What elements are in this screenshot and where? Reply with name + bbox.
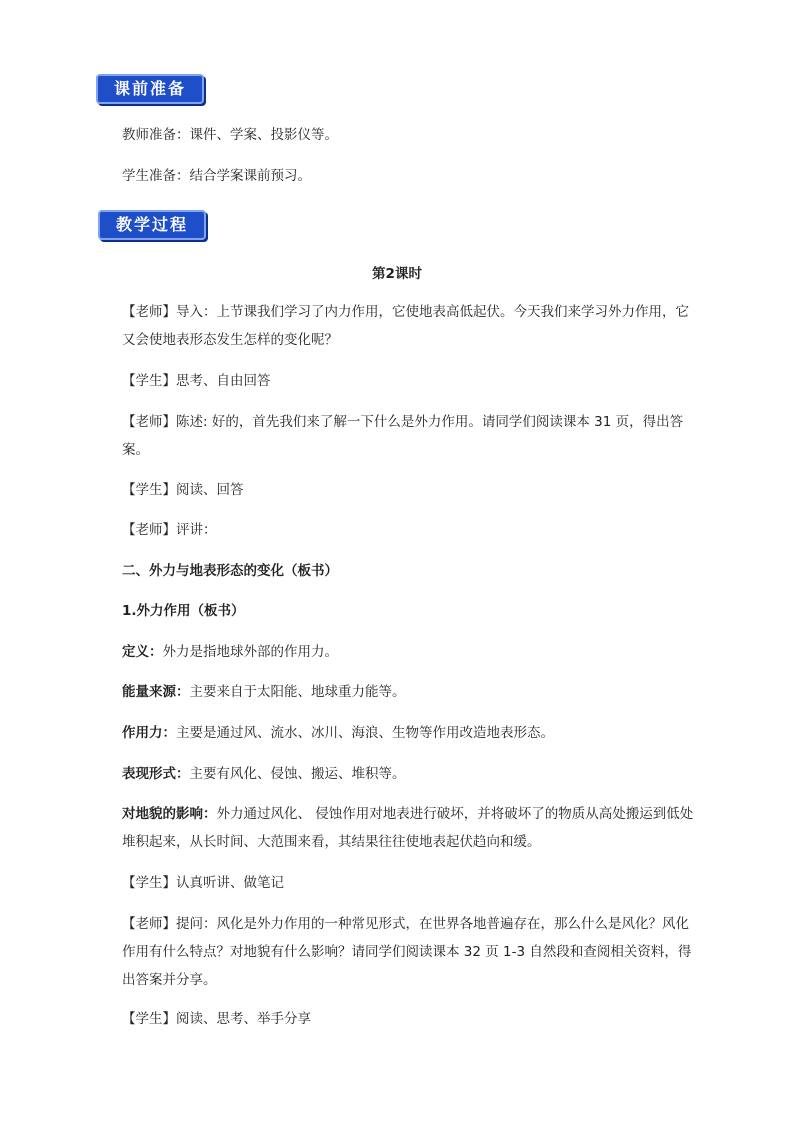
paragraph-teacher-question: [122, 910, 702, 994]
section-title-process: 教学过程: [115, 215, 188, 234]
energy-source-text: 主要来自于太阳能、地球重力能等。: [189, 684, 406, 700]
paragraph-text: 认真听讲、做笔记: [176, 875, 284, 891]
definition: [122, 638, 702, 666]
manifestations: [122, 760, 702, 788]
speaker-tag: 【老师】: [122, 414, 176, 430]
paragraph-teacher-statement: [122, 408, 702, 464]
speaker-tag: 【老师】: [122, 522, 176, 538]
acting-forces-text: 主要是通过风、流水、冰川、海浪、生物等作用改造地表形态。: [176, 725, 554, 741]
definition-label: 定义：: [122, 644, 163, 660]
paragraph-student-4: [122, 1005, 702, 1033]
paragraph-student-1: [122, 367, 702, 395]
manifestations-text: 主要有风化、侵蚀、搬运、堆积等。: [189, 766, 406, 782]
paragraph-text: 陈述: 好的，首先我们来了解一下什么是外力作用。请同学们阅读课本 31 页，得出答案。: [122, 414, 684, 458]
speaker-tag: 【学生】: [122, 1011, 176, 1027]
energy-source-label: 能量来源：: [122, 684, 190, 700]
definition-text: 外力是指地球外部的作用力。: [162, 644, 338, 660]
paragraph-student-2: [122, 476, 702, 504]
acting-forces-label: 作用力：: [122, 725, 176, 741]
paragraph-text: 思考、自由回答: [176, 373, 271, 389]
landform-impact: [122, 800, 702, 856]
paragraph-teacher-review: [122, 516, 702, 544]
paragraph-text: 阅读、思考、举手分享: [176, 1011, 311, 1027]
teacher-prep: 教师准备：课件、学案、投影仪等。: [122, 127, 338, 143]
speaker-tag: 【学生】: [122, 373, 176, 389]
speaker-tag: 【学生】: [122, 875, 176, 891]
landform-impact-label: 对地貌的影响：: [122, 806, 217, 822]
paragraph-text: 评讲：: [176, 522, 217, 538]
energy-source: [122, 678, 702, 706]
landform-impact-text: 外力通过风化、 侵蚀作用对地表进行破坏，并将破坏了的物质从高处搬运到低处堆积起来，从长时间、大范围来看，其结果往往使地表起伏趋向和缓。: [122, 806, 694, 850]
section-badge-process: [98, 210, 206, 240]
heading-external-force: 二、外力与地表形态的变化（板书）: [122, 563, 338, 579]
manifestations-label: 表现形式：: [122, 766, 190, 782]
speaker-tag: 【学生】: [122, 482, 176, 498]
paragraph-text: 阅读、回答: [176, 482, 244, 498]
paragraph-teacher-intro: [122, 298, 702, 354]
speaker-tag: 【老师】: [122, 304, 176, 320]
section-title-prep: 课前准备: [113, 79, 186, 98]
paragraph-text: 导入：上节课我们学习了内力作用，它使地表高低起伏。今天我们来学习外力作用，它又会使地表形态发生怎样的变化呢？: [122, 304, 689, 348]
acting-forces: [122, 719, 702, 747]
lesson-title: 第2课时: [372, 266, 422, 282]
paragraph-student-3: [122, 869, 702, 897]
section-badge-prep: [96, 74, 204, 104]
subheading-external-force: 1.外力作用（板书）: [122, 603, 245, 619]
student-prep: 学生准备：结合学案课前预习。: [122, 168, 311, 184]
paragraph-text: 提问：风化是外力作用的一种常见形式，在世界各地普遍存在，那么什么是风化？风化作用有什么特点？对地貌有什么影响？请同学们阅读课本 32 页 1-3 自然段和查阅相关资料，得出答案并分享。: [122, 916, 692, 988]
speaker-tag: 【老师】: [122, 916, 176, 932]
